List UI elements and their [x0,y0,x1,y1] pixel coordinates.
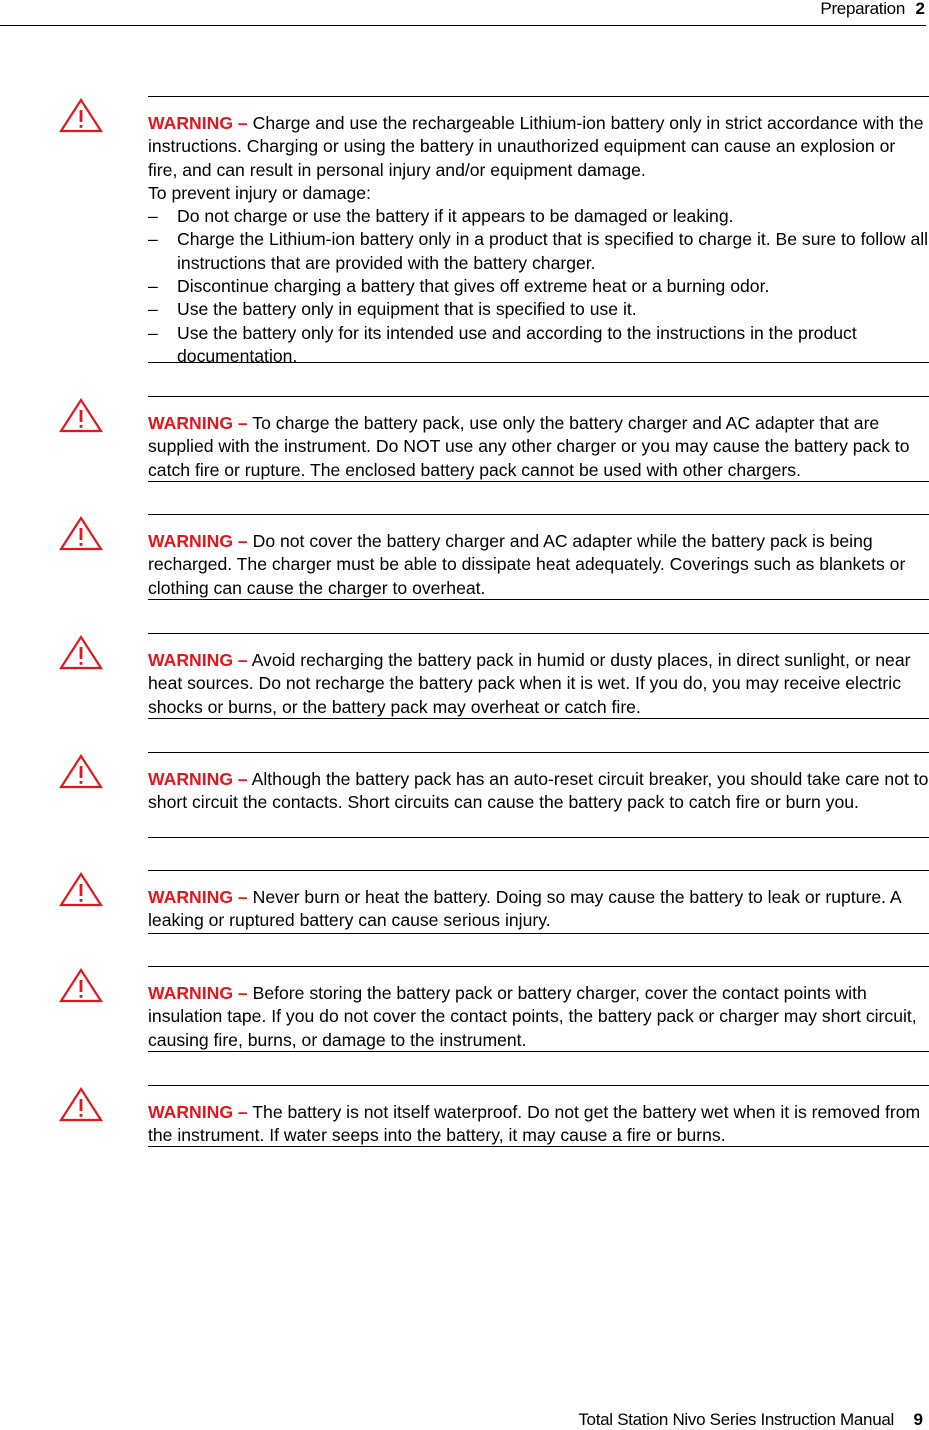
warning-triangle-icon [59,635,103,671]
warning-label: WARNING – [148,413,248,433]
warning-block [148,966,929,1052]
warning-block [148,96,929,366]
page-header [0,0,929,26]
footer-manual-title: Total Station Nivo Series Instruction Manual [578,1410,894,1429]
warning-label: WARNING – [148,983,248,1003]
warning-paragraph [148,412,929,482]
warning-paragraph [148,768,929,815]
warning-text: Do not cover the battery charger and AC adapter while the battery pack is being recharged. The charger must be able to dissipate heat adequately. Coverings such as blankets or clothing can cause the charger to overheat. [148,531,906,598]
list-item: – Do not charge or use the battery if it appears to be damaged or leaking. [148,205,929,228]
warning-triangle-icon [59,1087,103,1123]
list-item: – Use the battery only in equipment that is specified to use it. [148,298,929,321]
warning-block [148,1085,929,1147]
warning-block [148,633,929,719]
warning-list [148,205,929,368]
warning-text: Avoid recharging the battery pack in humid or dusty places, in direct sunlight, or near heat sources. Do not recharge the battery pack when it is wet. If you do, you may receive electric shocks or burns, or the battery pack may overheat or catch fire. [148,650,911,717]
warning-text: The battery is not itself waterproof. Do not get the battery wet when it is removed from the instrument. If water seeps into the battery, it may cause a fire or burns. [148,1102,921,1146]
warning-label: WARNING – [148,1102,248,1122]
warning-triangle-icon [59,98,103,134]
header-chapter-number: 2 [915,0,925,18]
warning-subhead: To prevent injury or damage: [148,182,371,203]
list-item: – Use the battery only for its intended use and according to the instructions in the product documentation. [148,322,929,369]
warning-triangle-icon [59,968,103,1004]
warning-text: Charge and use the rechargeable Lithium-ion battery only in strict accordance with the instructions. Charging or using the battery in unauthorized equipment can cause an explosion or fire, and can result in personal injury and/or equipment damage. [148,113,924,180]
warning-block [148,870,929,934]
warning-paragraph [148,649,929,719]
warning-block [148,396,929,482]
warning-label: WARNING – [148,887,248,907]
warning-triangle-icon [59,398,103,434]
warning-block [148,752,929,838]
warning-paragraph [148,982,929,1052]
warning-block [148,514,929,600]
warning-triangle-icon [59,754,103,790]
list-item: – Discontinue charging a battery that gives off extreme heat or a burning odor. [148,275,929,298]
warning-paragraph [148,1101,929,1148]
warning-triangle-icon [59,516,103,552]
warning-paragraph [148,886,929,933]
header-section-title: Preparation [820,0,905,18]
warning-text: Never burn or heat the battery. Doing so may cause the battery to leak or rupture. A leaking or ruptured battery can cause serious injury. [148,887,901,931]
footer-page-number: 9 [913,1410,923,1429]
warning-label: WARNING – [148,769,248,789]
warning-text: Before storing the battery pack or battery charger, cover the contact points with insulation tape. If you do not cover the contact points, the battery pack or charger may short circuit, causing fire, burns, or damage to the instrument. [148,983,917,1050]
header-rule [0,25,926,26]
warning-label: WARNING – [148,650,248,670]
list-item: – Charge the Lithium-ion battery only in a product that is specified to charge it. Be sure to follow all instructions that are provided with the battery charger. [148,228,929,275]
warning-triangle-icon [59,872,103,908]
warning-text: To charge the battery pack, use only the battery charger and AC adapter that are supplied with the instrument. Do NOT use any other charger or you may cause the battery pack to catch fire or rupture. The enclosed battery pack cannot be used with other chargers. [148,413,910,480]
warning-text: Although the battery pack has an auto-reset circuit breaker, you should take care not to short circuit the contacts. Short circuits can cause the battery pack to catch fire or burn you. [148,769,929,813]
warning-paragraph [148,112,929,182]
warning-paragraph [148,530,929,600]
warning-label: WARNING – [148,531,248,551]
warning-label: WARNING – [148,113,248,133]
